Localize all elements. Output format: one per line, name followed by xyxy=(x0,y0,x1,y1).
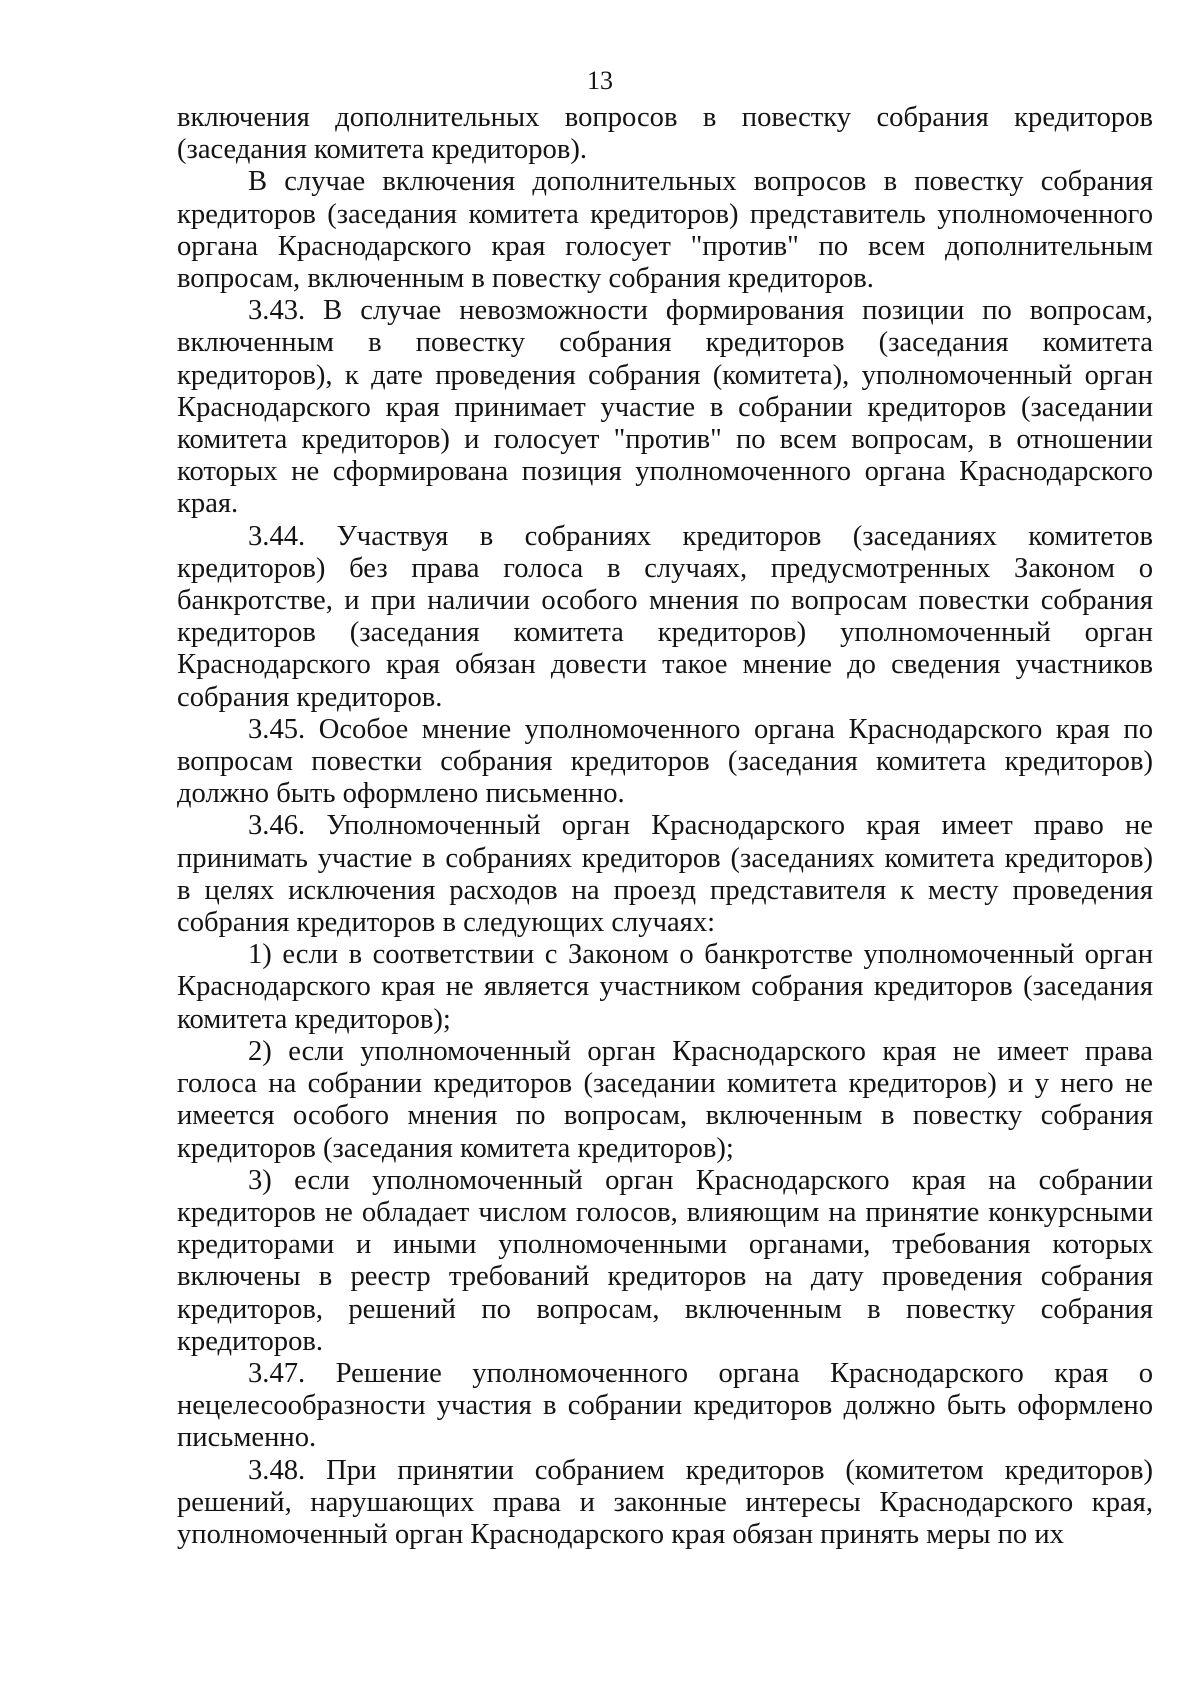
paragraph-3-47: 3.47. Решение уполномоченного органа Краснодарского края о нецелесообразности участия в собрании кредиторов должно быть оформлено письменно. xyxy=(177,1357,1153,1454)
list-item-2: 2) если уполномоченный орган Краснодарского края не имеет права голоса на собрании кредиторов (заседании комитета кредиторов) и у него не имеется особого мнения по вопросам, включенным в повестку собрания кредиторов (заседания комитета кредиторов); xyxy=(177,1035,1153,1164)
document-body xyxy=(177,102,1153,1551)
paragraph-3-46: 3.46. Уполномоченный орган Краснодарского края имеет право не принимать участие в собраниях кредиторов (заседаниях комитета кредиторов) в целях исключения расходов на проезд представителя к месту проведения собрания кредиторов в следующих случаях: xyxy=(177,810,1153,939)
list-item-3: 3) если уполномоченный орган Краснодарского края на собрании кредиторов не обладает числом голосов, влияющим на принятие конкурсными кредиторами и иными уполномоченными органами, требования которых включены в реестр требований кредиторов на дату проведения собрания кредиторов, решений по вопросам, включенным в повестку собрания кредиторов. xyxy=(177,1164,1153,1357)
paragraph-continuation: включения дополнительных вопросов в повестку собрания кредиторов (заседания комитета кредиторов). xyxy=(177,102,1153,166)
page-number: 13 xyxy=(587,66,613,95)
paragraph-3-43: 3.43. В случае невозможности формирования позиции по вопросам, включенным в повестку собрания кредиторов (заседания комитета кредиторов), к дате проведения собрания (комитета), уполномоченный орган Краснодарского края принимает участие в собрании кредиторов (заседании комитета кредиторов) и голосует "против" по всем вопросам, в отношении которых не сформирована позиция уполномоченного органа Краснодарского края. xyxy=(177,295,1153,520)
paragraph-3-48: 3.48. При принятии собранием кредиторов (комитетом кредиторов) решений, нарушающих права и законные интересы Краснодарского края, уполномоченный орган Краснодарского края обязан принять меры по их xyxy=(177,1454,1153,1550)
list-item-1: 1) если в соответствии с Законом о банкротстве уполномоченный орган Краснодарского края не является участником собрания кредиторов (заседания комитета кредиторов); xyxy=(177,939,1153,1035)
paragraph-additional-questions: В случае включения дополнительных вопросов в повестку собрания кредиторов (заседания комитета кредиторов) представитель уполномоченного органа Краснодарского края голосует "против" по всем дополнительным вопросам, включенным в повестку собрания кредиторов. xyxy=(177,166,1153,295)
paragraph-3-44: 3.44. Участвуя в собраниях кредиторов (заседаниях комитетов кредиторов) без права голоса в случаях, предусмотренных Законом о банкротстве, и при наличии особого мнения по вопросам повестки собрания кредиторов (заседания комитета кредиторов) уполномоченный орган Краснодарского края обязан довести такое мнение до сведения участников собрания кредиторов. xyxy=(177,520,1153,713)
paragraph-3-45: 3.45. Особое мнение уполномоченного органа Краснодарского края по вопросам повестки собрания кредиторов (заседания комитета кредиторов) должно быть оформлено письменно. xyxy=(177,713,1153,810)
